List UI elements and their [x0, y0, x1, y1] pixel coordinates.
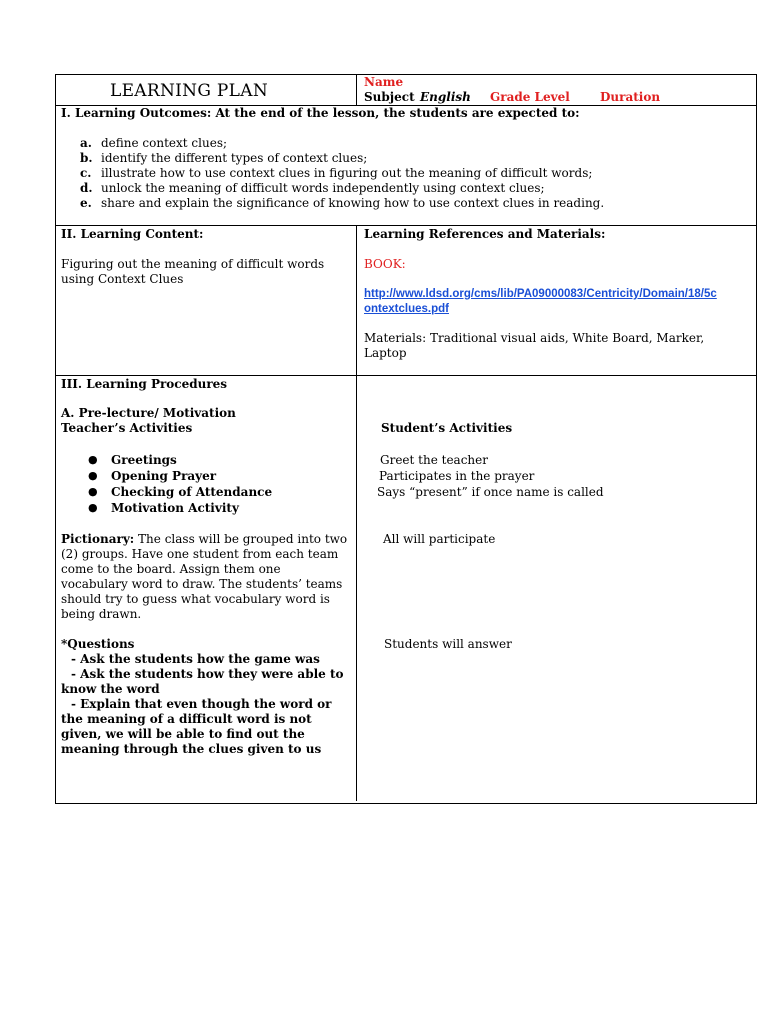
outcome-text-b: identify the different types of context clues; — [101, 151, 368, 165]
teacher-item-opening-prayer: Opening Prayer — [111, 469, 217, 483]
bullet-icon: ● — [88, 469, 98, 482]
outcome-text-c: illustrate how to use context clues in figuring out the meaning of difficult words; — [101, 166, 593, 180]
student-response-present: Says “present” if once name is called — [377, 485, 604, 499]
content-divider — [356, 225, 357, 376]
materials-text: Materials: Traditional visual aids, White Board, Marker, Laptop — [364, 331, 705, 360]
references-heading: Learning References and Materials: — [364, 227, 606, 241]
reference-link-line1[interactable]: http://www.ldsd.org/cms/lib/PA09000083/Centricity/Domain/18/5c — [364, 288, 717, 300]
outcome-letter-d: d. — [80, 181, 93, 195]
pre-lecture-heading: A. Pre-lecture/ Motivation — [61, 406, 236, 420]
pictionary-text: The class will be grouped into two (2) groups. Have one student from each team come to the board. Assign them one vocabulary word to draw. The students’ teams should try to guess what vocabulary word is being drawn. — [61, 532, 348, 621]
student-response-prayer: Participates in the prayer — [379, 469, 535, 483]
name-label: Name — [364, 75, 404, 89]
teacher-activities-heading: Teacher’s Activities — [61, 421, 193, 435]
subject-label: Subject — [364, 90, 415, 104]
grade-level-label: Grade Level — [490, 90, 570, 104]
pictionary-paragraph — [61, 532, 351, 622]
content-text: Figuring out the meaning of difficult words using Context Clues — [61, 257, 325, 286]
bullet-icon: ● — [88, 453, 98, 466]
teacher-item-attendance: Checking of Attendance — [111, 485, 273, 499]
question-2: - Ask the students how they were able to know the word — [61, 667, 344, 696]
teacher-item-greetings: Greetings — [111, 453, 177, 467]
all-participate-text: All will participate — [383, 532, 496, 546]
book-label: BOOK: — [364, 257, 406, 271]
page-title: LEARNING PLAN — [110, 81, 269, 101]
bullet-icon: ● — [88, 485, 98, 498]
procedures-heading: III. Learning Procedures — [61, 377, 228, 391]
question-3: - Explain that even though the word or the meaning of a difficult word is not given, we will be able to find out the meaning through the clues given to us — [61, 697, 332, 756]
header-divider — [356, 74, 357, 106]
pictionary-label: Pictionary: — [61, 532, 135, 546]
outcome-letter-a: a. — [80, 136, 92, 150]
student-activities-heading: Student’s Activities — [381, 421, 513, 435]
bullet-icon: ● — [88, 501, 98, 514]
duration-label: Duration — [600, 90, 661, 104]
outcome-letter-c: c. — [80, 166, 92, 180]
student-response-greet: Greet the teacher — [380, 453, 488, 467]
outcome-letter-b: b. — [80, 151, 93, 165]
outcome-letter-e: e. — [80, 196, 92, 210]
outcome-text-a: define context clues; — [101, 136, 228, 150]
students-answer-text: Students will answer — [384, 637, 512, 651]
question-1: - Ask the students how the game was — [71, 652, 320, 666]
procedures-divider — [356, 375, 357, 801]
outcome-text-e: share and explain the significance of knowing how to use context clues in reading. — [101, 196, 605, 210]
questions-heading: *Questions — [61, 637, 135, 651]
outcomes-heading: I. Learning Outcomes: At the end of the lesson, the students are expected to: — [61, 106, 580, 120]
teacher-item-motivation: Motivation Activity — [111, 501, 239, 515]
outcome-text-d: unlock the meaning of difficult words independently using context clues; — [101, 181, 545, 195]
reference-link-line2[interactable]: ontextclues.pdf — [364, 303, 449, 315]
subject-value: English — [420, 90, 471, 104]
content-heading: II. Learning Content: — [61, 227, 204, 241]
